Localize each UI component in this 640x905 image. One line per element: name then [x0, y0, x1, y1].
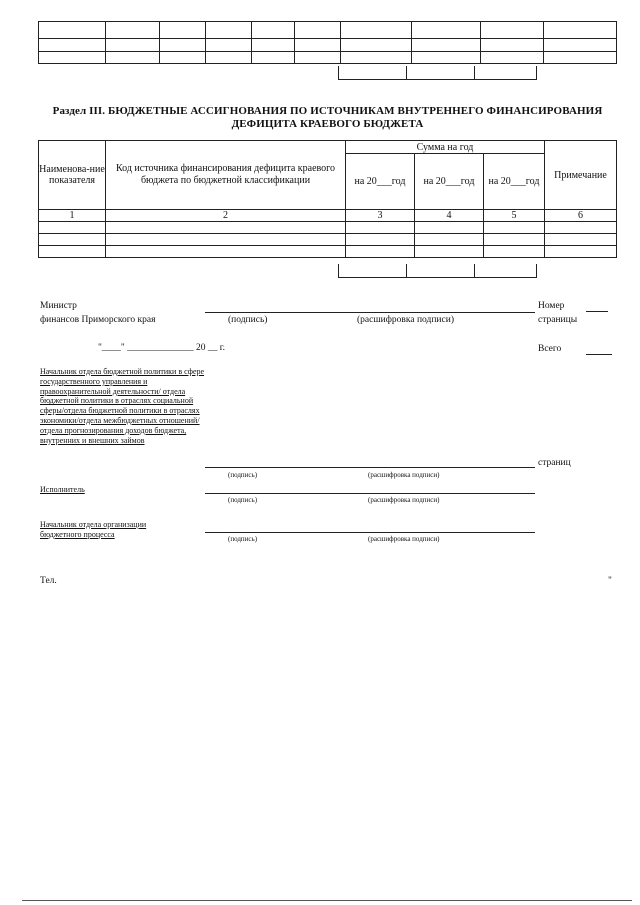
- page-number-label2: страницы: [538, 315, 578, 325]
- table-row: [39, 222, 617, 234]
- table-total-box: [338, 264, 537, 278]
- header-year2: на 20___год: [415, 154, 484, 210]
- column-number: 6: [545, 210, 617, 222]
- header-note: Примечание: [545, 141, 617, 210]
- executor-decode-label: (расшифровка подписи): [368, 496, 440, 504]
- page-number-field: [586, 311, 608, 312]
- previous-table-total-box: [338, 66, 537, 80]
- table-row: [39, 234, 617, 246]
- section-title-line2: ДЕФИЦИТА КРАЕВОГО БЮДЖЕТА: [231, 118, 424, 130]
- total-pages-label: Всего: [538, 344, 562, 354]
- column-number: 3: [346, 210, 415, 222]
- divider: [474, 264, 475, 277]
- date-line: "____" ______________ 20 __ г.: [98, 343, 225, 353]
- minister-signature-line: [205, 312, 535, 313]
- budget-sources-table: [38, 140, 617, 258]
- head-of-department-title: Начальник отдела бюджетной политики в сфере государственного управления и правоохранительной деятельности/ отдела бюджетной политики в отраслях социальной сферы/отдела бюджетной политики в отраслях экономики/отдела межбюджетных отношений/отдела прогнозирования доходов бюджета, внутренних и внешних займов: [40, 367, 205, 445]
- minister-signature-label: (подпись): [228, 315, 268, 325]
- page-bottom-edge: [22, 900, 632, 901]
- header-name: Наименова-ние показателя: [39, 141, 106, 210]
- head-decode-label: (расшифровка подписи): [368, 471, 440, 479]
- executor-signature-label: (подпись): [228, 496, 258, 504]
- budget-process-signature-line: [205, 532, 535, 533]
- minister-title-line1: Министр: [40, 301, 77, 311]
- total-pages-field: [586, 354, 612, 355]
- minister-title-line2: финансов Приморского края: [40, 315, 156, 325]
- header-year3: на 20___год: [484, 154, 545, 210]
- previous-table-fragment: [38, 21, 617, 64]
- header-sum-group: Сумма на год: [346, 141, 545, 154]
- header-code: Код источника финансирования дефицита краевого бюджета по бюджетной классификации: [106, 141, 346, 210]
- table-row: [39, 246, 617, 258]
- divider: [406, 264, 407, 277]
- page-number-label: Номер: [538, 301, 565, 311]
- executor-label: Исполнитель: [40, 485, 85, 494]
- budget-process-title: Начальник отдела организации бюджетного процесса: [40, 520, 147, 539]
- phone-label: Тел.: [40, 576, 57, 586]
- divider: [474, 66, 475, 79]
- head-signature-line: [205, 467, 535, 468]
- pages-label: страниц: [538, 458, 571, 468]
- section-title-line1: Раздел III. БЮДЖЕТНЫЕ АССИГНОВАНИЯ ПО ИСТОЧНИКАМ ВНУТРЕННЕГО ФИНАНСИРОВАНИЯ: [52, 105, 603, 117]
- divider: [406, 66, 407, 79]
- quote-mark: ": [608, 576, 612, 586]
- budget-process-decode-label: (расшифровка подписи): [368, 535, 440, 543]
- budget-process-signature-label: (подпись): [228, 535, 258, 543]
- executor-signature-line: [205, 493, 535, 494]
- head-signature-label: (подпись): [228, 471, 258, 479]
- minister-decode-label: (расшифровка подписи): [357, 315, 454, 325]
- column-number: 5: [484, 210, 545, 222]
- header-year1: на 20___год: [346, 154, 415, 210]
- column-number: 1: [39, 210, 106, 222]
- column-number: 2: [106, 210, 346, 222]
- column-number: 4: [415, 210, 484, 222]
